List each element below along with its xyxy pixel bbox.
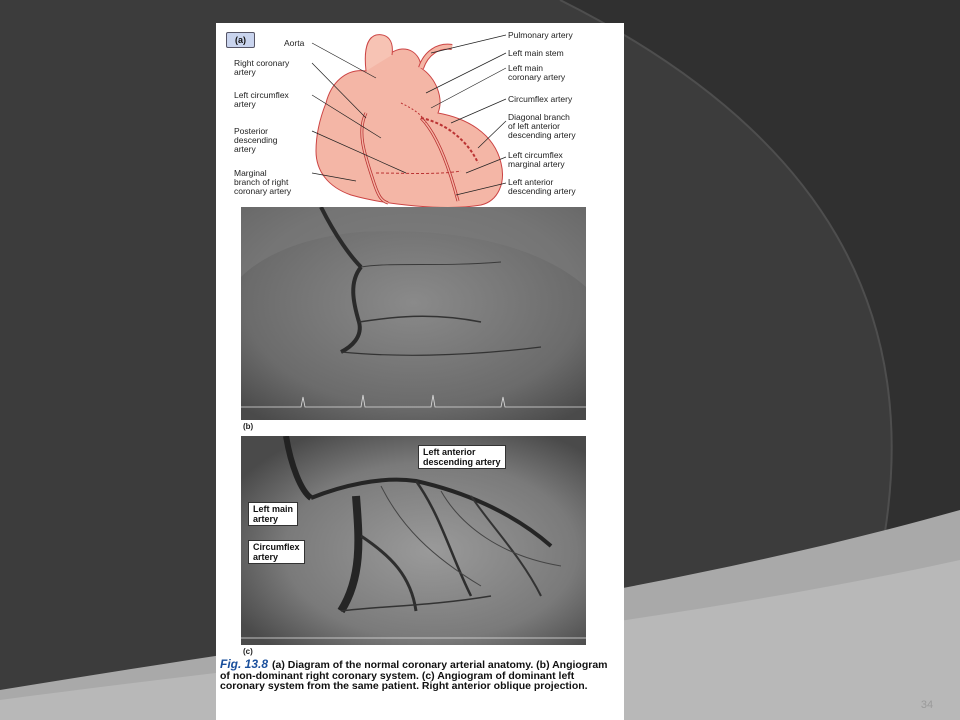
label-marginal-branch-right: Marginal branch of right coronary artery <box>234 168 292 196</box>
angiogram-b <box>241 207 586 420</box>
label-pulmonary-artery: Pulmonary artery <box>508 30 573 40</box>
label-posterior-descending-artery: Posterior descending artery <box>234 126 278 154</box>
panel-b-tag: (b) <box>243 422 254 431</box>
label-left-circumflex-artery: Left circumflex artery <box>234 90 289 109</box>
figure-number: Fig. 13.8 <box>220 657 269 671</box>
slide-page-number: 34 <box>920 699 934 711</box>
label-left-circumflex-marginal: Left circumflex marginal artery <box>508 150 565 169</box>
label-aorta: Aorta <box>284 38 305 48</box>
figure-caption <box>220 659 620 692</box>
label-circumflex-artery: Circumflex artery <box>508 94 573 104</box>
callout-left-main-artery: Left main artery <box>248 502 298 526</box>
angiogram-b-image <box>241 207 586 420</box>
panel-c-tag: (c) <box>243 647 253 656</box>
panel-a-tag: (a) <box>226 32 255 48</box>
label-left-main-stem: Left main stem <box>508 48 564 58</box>
figure-caption-text: (a) Diagram of the normal coronary arterial anatomy. (b) Angiogram of non-dominant right coronary system. (c) Angiogram of dominant left coronary system from the same patient. Right anterior oblique projection. <box>220 659 608 693</box>
label-left-anterior-descending: Left anterior descending artery <box>508 177 576 196</box>
coronary-figure <box>216 23 624 720</box>
label-diagonal-branch: Diagonal branch of left anterior descending artery <box>508 112 576 140</box>
callout-circumflex-artery: Circumflex artery <box>248 540 305 564</box>
label-left-main-coronary: Left main coronary artery <box>508 63 566 82</box>
label-right-coronary-artery: Right coronary artery <box>234 58 290 77</box>
callout-left-anterior-descending: Left anterior descending artery <box>418 445 506 469</box>
